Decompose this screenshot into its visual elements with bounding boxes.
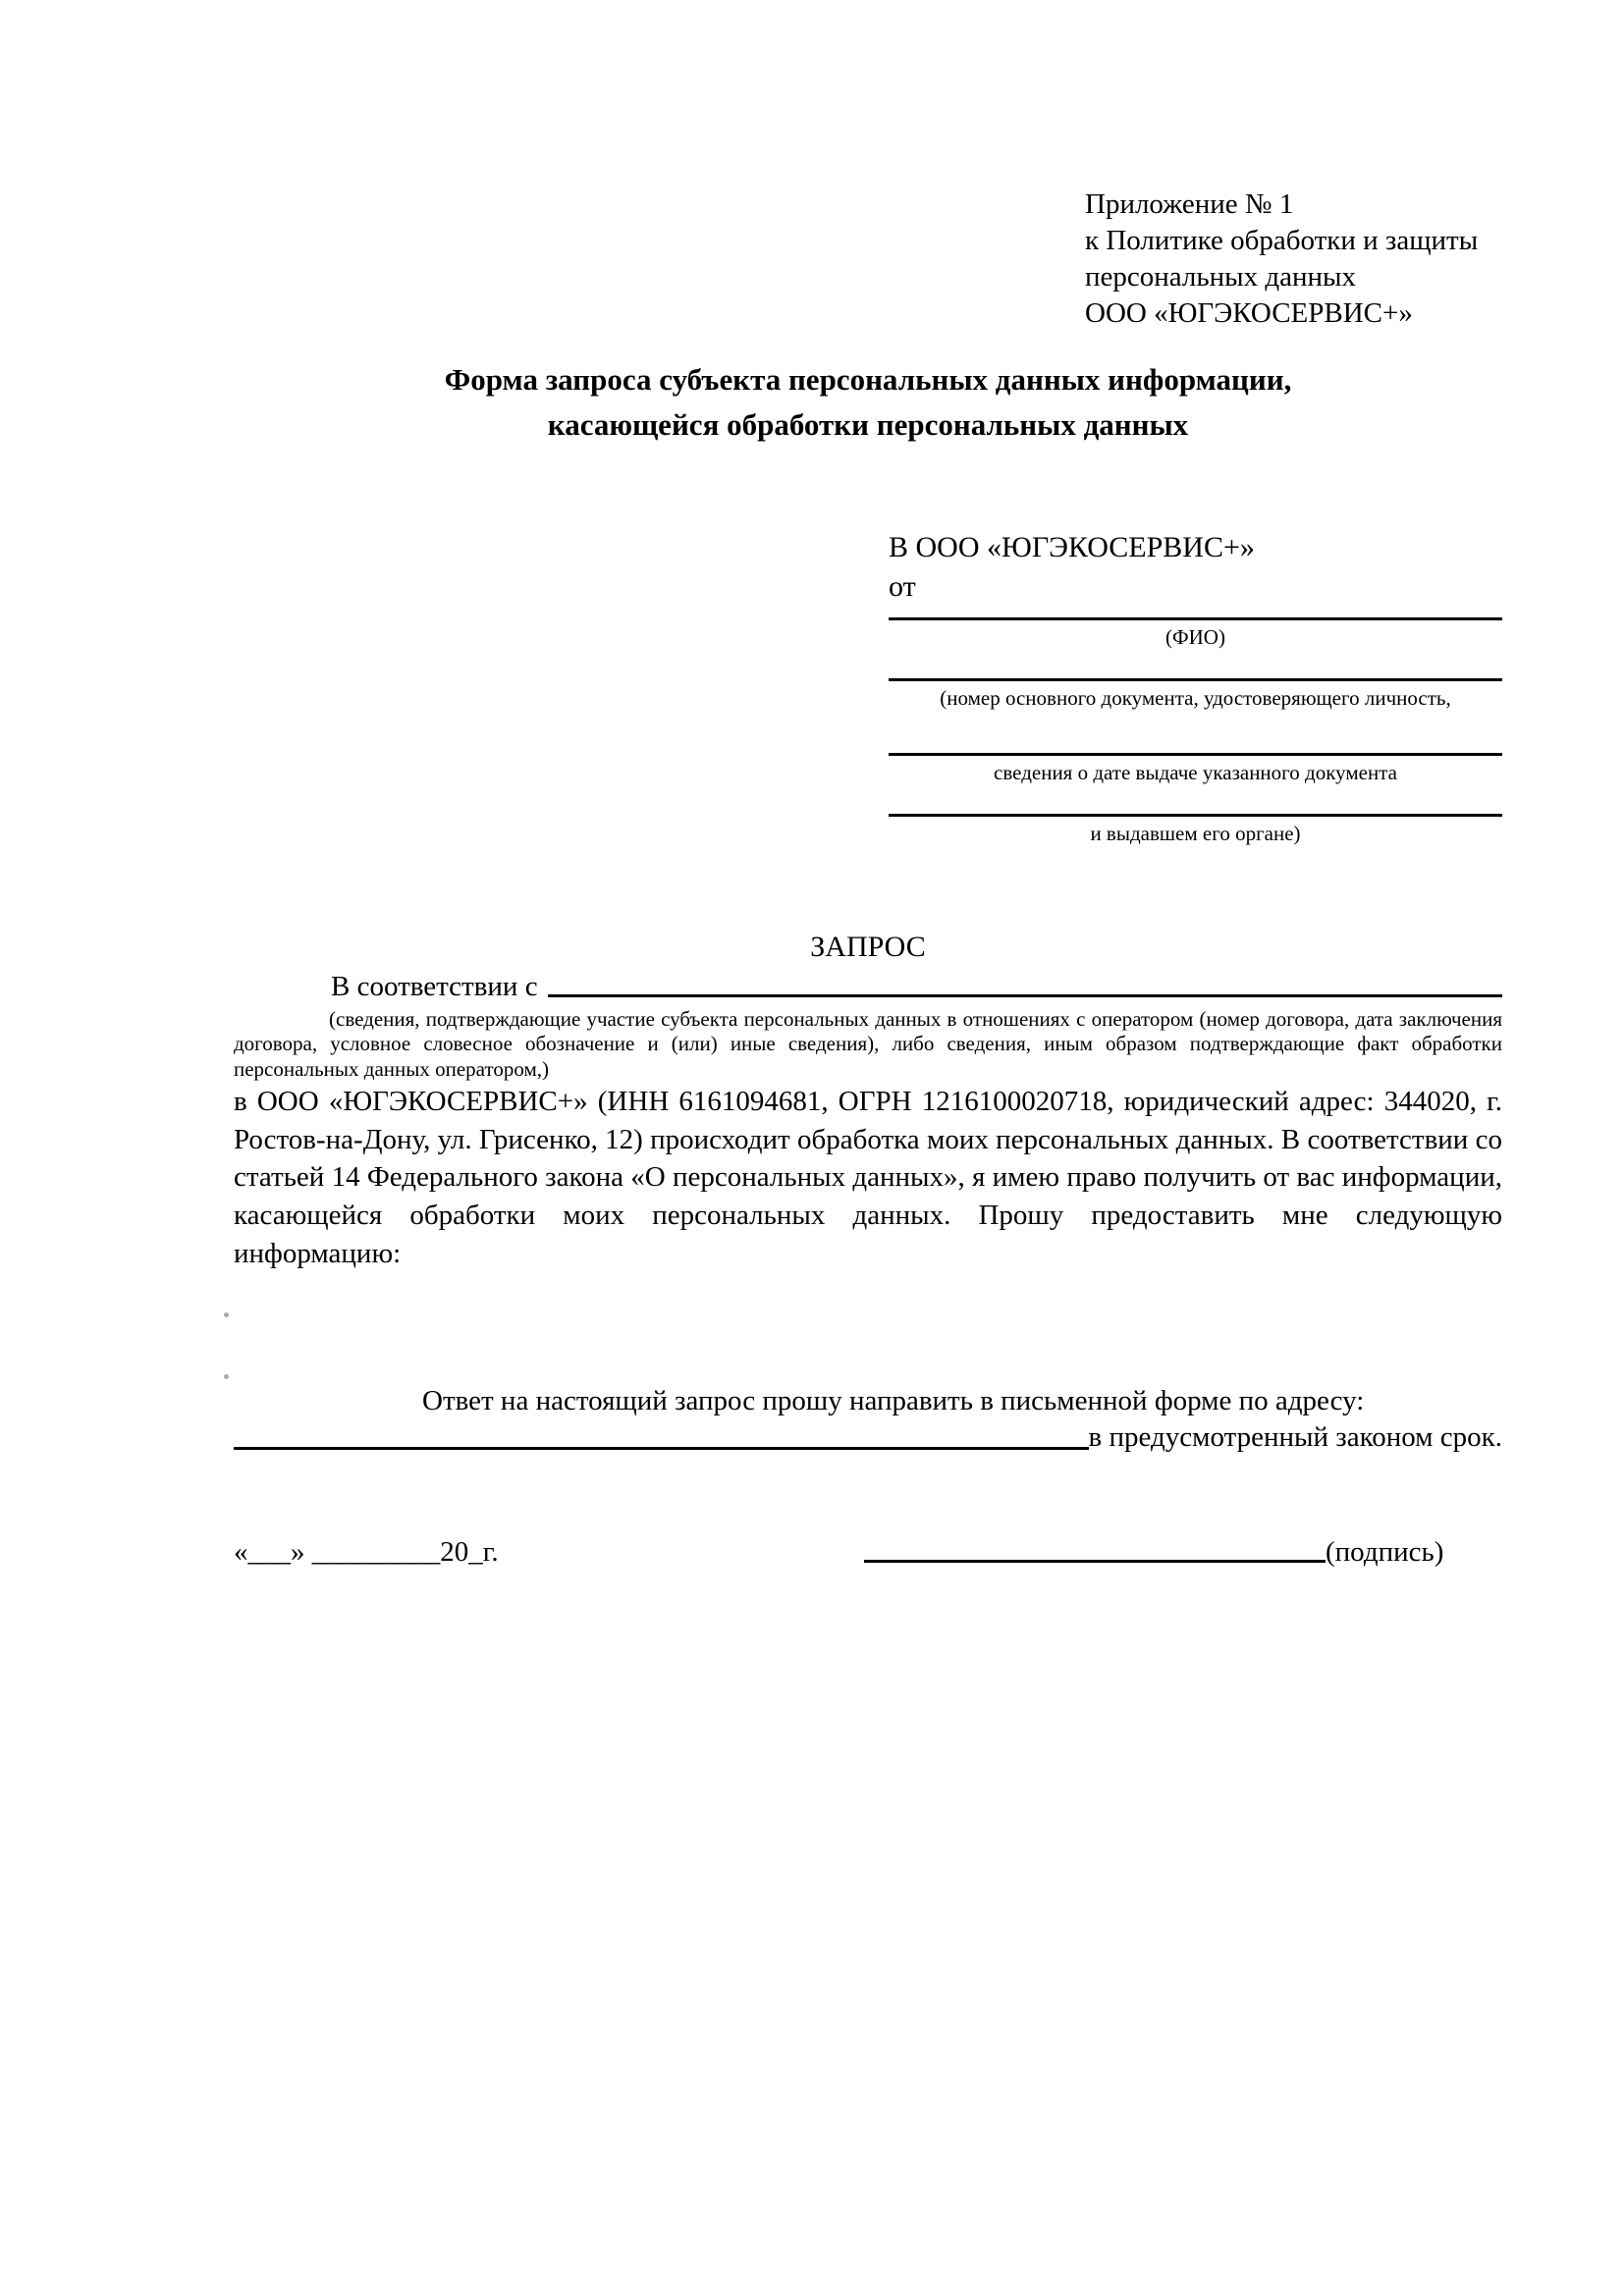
- intro-blank-line: [548, 970, 1502, 997]
- intro-row: [331, 970, 1502, 1003]
- intro-note: (сведения, подтверждающие участие субъекта персональных данных в отношениях с оператором (номер договора, дата заключения договора, условное словесное обозначение и (или) иные сведения), либо сведения, иным образом подтверждающие факт обработки персональных данных оператором,): [234, 1007, 1502, 1081]
- fio-caption: (ФИО): [1165, 625, 1225, 649]
- date-blank: «___» _________20_г.: [234, 1536, 499, 1568]
- page-title-line: Форма запроса субъекта персональных данных информации,: [444, 362, 1292, 397]
- document-number-caption: (номер основного документа, удостоверяющего личность,: [940, 686, 1451, 710]
- appendix-line: Приложение № 1: [1085, 188, 1294, 220]
- stray-bullet-mark: [224, 1374, 229, 1379]
- signature-row: [864, 1535, 1443, 1569]
- signature-blank-line: [864, 1535, 1326, 1563]
- signature-caption: (подпись): [1326, 1536, 1444, 1568]
- appendix-block: [1085, 187, 1478, 332]
- body-paragraph: в ООО «ЮГЭКОСЕРВИС+» (ИНН 6161094681, ОГРН 1216100020718, юридический адрес: 344020, г. Ростов-на-Дону, ул. Грисенко, 12) происходит обработка моих персональных данных. В соответствии со статьей 14 Федерального закона «О персональных данных», я имею право получить от вас информации, касающейся обработки моих персональных данных. Прошу предоставить мне следующую информацию:: [234, 1086, 1502, 1269]
- appendix-line: персональных данных: [1085, 261, 1357, 293]
- addressee-from-label: от: [889, 570, 916, 603]
- address-blank-line: [234, 1420, 1089, 1450]
- page-title: [234, 357, 1502, 448]
- reply-line2: [234, 1420, 1502, 1454]
- intro-prefix: В соответствии с: [331, 971, 538, 1002]
- issuing-authority-blank-line: [889, 814, 1502, 817]
- reply-line2-suffix: в предусмотренный законом срок.: [1088, 1421, 1502, 1453]
- page-title-line: касающейся обработки персональных данных: [547, 407, 1189, 442]
- addressee-to: В ООО «ЮГЭКОСЕРВИС+»: [889, 531, 1255, 563]
- request-heading: ЗАПРОС: [810, 931, 926, 963]
- stray-bullet-mark: [224, 1312, 229, 1317]
- appendix-line: ООО «ЮГЭКОСЕРВИС+»: [1085, 297, 1413, 329]
- issuing-authority-caption: и выдавшем его органе): [1090, 822, 1301, 845]
- reply-line1: Ответ на настоящий запрос прошу направить в письменной форме по адресу:: [422, 1385, 1365, 1416]
- fio-blank-line: [889, 617, 1502, 620]
- appendix-line: к Политике обработки и защиты: [1085, 225, 1479, 256]
- issue-date-blank-line: [889, 753, 1502, 756]
- document-number-blank-line: [889, 678, 1502, 681]
- issue-date-caption: сведения о дате выдаче указанного документа: [994, 761, 1397, 784]
